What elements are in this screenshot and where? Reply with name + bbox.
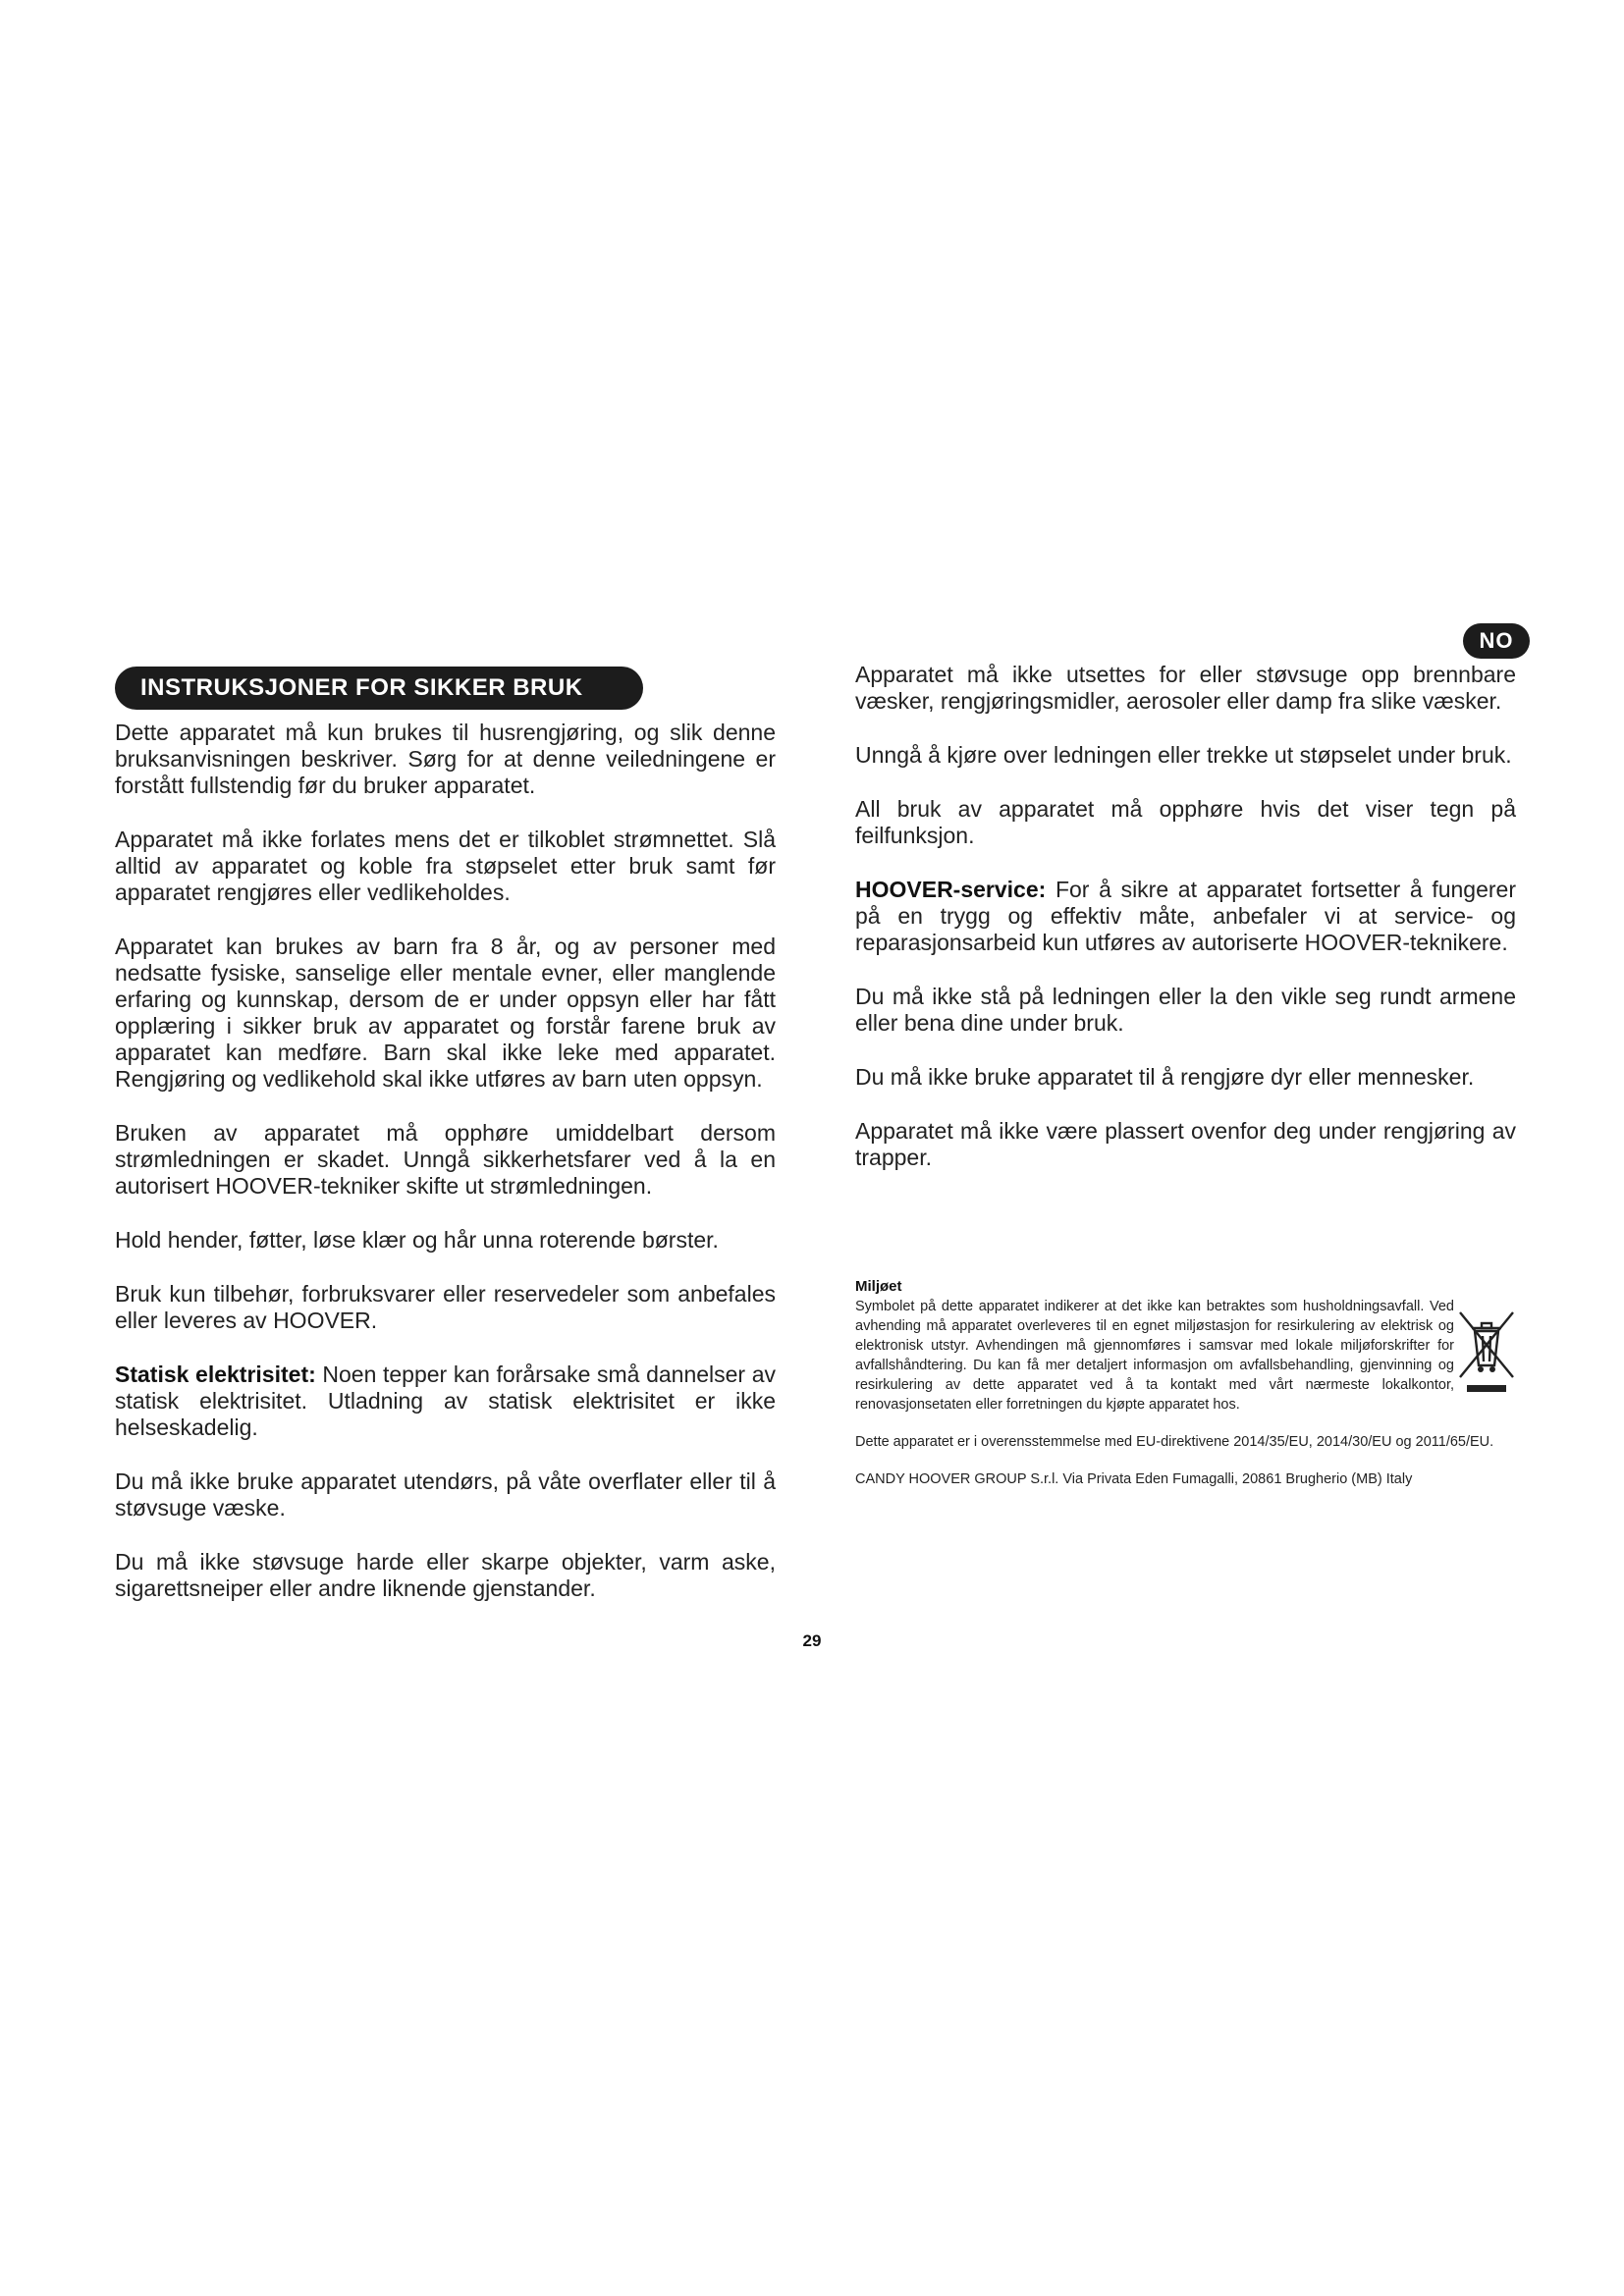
- paragraph-flammable: Apparatet må ikke utsettes for eller støvsuge opp brennbare væsker, rengjøringsmidler, aerosoler eller damp fra slike væsker.: [855, 662, 1516, 714]
- weee-crossed-bin-icon: [1456, 1307, 1517, 1395]
- manufacturer-address: CANDY HOOVER GROUP S.r.l. Via Privata Eden Fumagalli, 20861 Brugherio (MB) Italy: [855, 1471, 1413, 1487]
- paragraph-accessories: Bruk kun tilbehør, forbruksvarer eller reservedeler som anbefales eller leveres av HOOVER.: [115, 1281, 776, 1333]
- paragraph-sharp-objects: Du må ikke støvsuge harde eller skarpe objekter, varm aske, sigarettsneiper eller andre liknende gjenstander.: [115, 1549, 776, 1601]
- static-text: Noen tepper kan forårsake små dannelser av statisk elektrisitet. Utladning av statisk elektrisitet er ikke helseskadelig.: [115, 1362, 776, 1440]
- service-lead: HOOVER-service:: [855, 877, 1047, 902]
- paragraph-children: Apparatet kan brukes av barn fra 8 år, og av personer med nedsatte fysiske, sanselige eller mentale evner, eller manglende erfaring og kunnskap, dersom de er under oppsyn eller har fått opplæring i sikker bruk av apparatet og forstår farene bruk av apparatet kan medføre. Barn skal ikke leke med apparatet. Rengjøring og vedlikehold skal ikke utføres av barn uten oppsyn.: [115, 934, 776, 1092]
- paragraph-outdoors: Du må ikke bruke apparatet utendørs, på våte overflater eller til å støvsuge væske.: [115, 1468, 776, 1521]
- right-column: [855, 662, 1516, 1199]
- paragraph-unattended: Apparatet må ikke forlates mens det er tilkoblet strømnettet. Slå alltid av apparatet og koble fra støpselet etter bruk samt før apparatet rengjøres eller vedlikeholdes.: [115, 827, 776, 905]
- paragraph-static: [115, 1362, 776, 1441]
- paragraph-animals: Du må ikke bruke apparatet til å rengjøre dyr eller mennesker.: [855, 1064, 1475, 1090]
- static-lead: Statisk elektrisitet:: [115, 1362, 316, 1387]
- environment-title: Miljøet: [855, 1278, 902, 1295]
- paragraph-service: [855, 877, 1516, 956]
- service-text: For å sikre at apparatet fortsetter å fungerer på en trygg og effektiv måte, anbefaler vi at service- og reparasjonsarbeid kun utføres av autoriserte HOOVER-teknikere.: [855, 877, 1516, 955]
- section-title: INSTRUKSJONER FOR SIKKER BRUK: [115, 667, 643, 710]
- paragraph-cord-avoid: Unngå å kjøre over ledningen eller trekke ut støpselet under bruk.: [855, 742, 1512, 768]
- environment-text: Symbolet på dette apparatet indikerer at det ikke kan betraktes som husholdningsavfall. Ved avhending må apparatet overleveres til en egnet miljøstasjon for resirkulering av elektrisk og elektronisk utstyr. Avhendingen må gjennomføres i samsvar med lokale miljøforskrifter for avfallshåndtering. Du kan få mer detaljert informasjon om avfallsbehandling, gjenvinning og resirkulering av dette apparatet ved å ta kontakt med vårt nærmeste lokalkontor, renovasjonsetaten eller forretningen du kjøpte apparatet hos.: [855, 1299, 1454, 1413]
- paragraph-brushes: Hold hender, føtter, løse klær og hår unna roterende børster.: [115, 1227, 719, 1253]
- environment-section: [855, 1278, 1518, 1489]
- paragraph-malfunction: All bruk av apparatet må opphøre hvis det viser tegn på feilfunksjon.: [855, 796, 1516, 848]
- page-number: 29: [802, 1631, 822, 1650]
- paragraph-stairs: Apparatet må ikke være plassert ovenfor deg under rengjøring av trapper.: [855, 1118, 1516, 1170]
- environment-body: [855, 1297, 1518, 1415]
- paragraph-usage: Dette apparatet må kun brukes til husrengjøring, og slik denne bruksanvisningen beskriver. Sørg for at denne veiledningene er forstått fullstendig før du bruker apparatet.: [115, 720, 776, 798]
- language-badge: NO: [1463, 623, 1530, 659]
- paragraph-stand-cord: Du må ikke stå på ledningen eller la den vikle seg rundt armene eller bena dine under bruk.: [855, 984, 1516, 1036]
- compliance-text: Dette apparatet er i overensstemmelse med EU-direktivene 2014/35/EU, 2014/30/EU og 2011/65/EU.: [855, 1434, 1494, 1450]
- paragraph-power-cord: Bruken av apparatet må opphøre umiddelbart dersom strømledningen er skadet. Unngå sikkerhetsfarer ved å la en autorisert HOOVER-tekniker skifte ut strømledningen.: [115, 1120, 776, 1199]
- left-column: [115, 667, 776, 1629]
